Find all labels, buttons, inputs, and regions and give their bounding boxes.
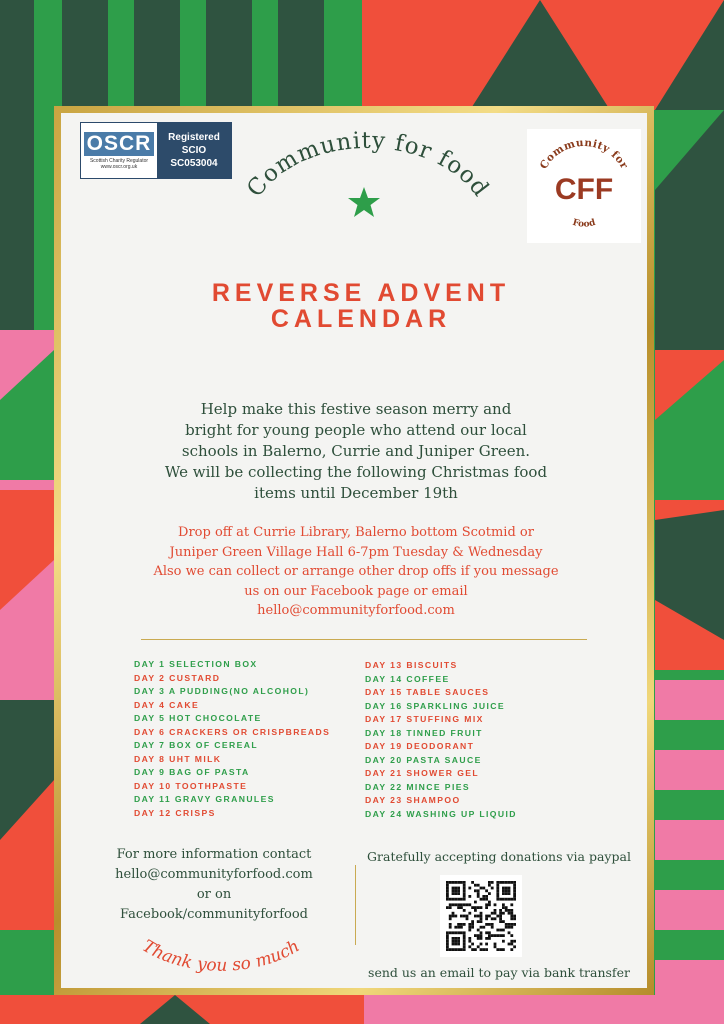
intro-text xyxy=(121,399,591,504)
day-item: DAY 9 BAG OF PASTA xyxy=(134,767,250,777)
intro-line: items until December 19th xyxy=(254,484,458,502)
cff-logo-bottom: Food xyxy=(571,217,597,230)
day-item: DAY 3 A PUDDING(NO ALCOHOL) xyxy=(134,686,310,696)
contact-line: or on xyxy=(196,887,232,902)
cff-logo-mid: CFF xyxy=(554,173,614,206)
day-item: DAY 8 UHT MILK xyxy=(134,753,222,764)
day-item: DAY 18 TINNED FRUIT xyxy=(365,727,483,738)
day-item: DAY 7 BOX OF CEREAL xyxy=(134,740,259,750)
day-item: DAY 4 CAKE xyxy=(134,699,200,710)
page-title-line-1: REVERSE ADVENT xyxy=(211,279,511,307)
paypal-text: Gratefully accepting donations via paypal xyxy=(367,849,631,864)
svg-text:Community for xyxy=(538,137,631,171)
star-icon xyxy=(347,185,381,219)
day-item: DAY 13 BISCUITS xyxy=(365,660,458,670)
contact-facebook: Facebook/communityforfood xyxy=(120,907,308,922)
oscr-logo: OSCR xyxy=(84,132,155,156)
day-item: DAY 17 STUFFING MIX xyxy=(365,714,484,724)
day-item: DAY 5 HOT CHOCOLATE xyxy=(134,713,262,723)
arc-title-text: Community for food xyxy=(242,127,494,203)
oscr-regulator: Scottish Charity Regulator xyxy=(89,157,149,164)
thank-you-text xyxy=(121,921,321,988)
day-item: DAY 15 TABLE SAUCES xyxy=(365,687,490,697)
oscr-line-1: Registered xyxy=(168,132,220,143)
dropoff-text xyxy=(111,523,601,621)
page-title-line-2: CALENDAR xyxy=(270,305,452,333)
day-item: DAY 11 GRAVY GRANULES xyxy=(134,794,275,804)
day-item: DAY 6 CRACKERS OR CRISPBREADS xyxy=(134,726,331,737)
bank-transfer-text: send us an email to pay via bank transfer xyxy=(368,965,630,980)
day-item: DAY 21 SHOWER GEL xyxy=(365,768,480,778)
svg-text:Food xyxy=(571,218,597,230)
contact-line: For more information contact xyxy=(116,847,312,862)
cff-logo-top: Community for xyxy=(537,136,631,172)
vertical-divider xyxy=(355,865,356,945)
thank-you-label: Thank you so much xyxy=(138,936,304,976)
dropoff-email: hello@communityforfood.com xyxy=(257,603,455,618)
contact-info xyxy=(99,845,329,925)
day-item: DAY 2 CUSTARD xyxy=(134,672,221,683)
contact-email: hello@communityforfood.com xyxy=(115,867,313,882)
day-item: DAY 12 CRISPS xyxy=(134,807,216,818)
qr-code[interactable] xyxy=(440,875,522,957)
dropoff-line: Drop off at Currie Library, Balerno bottom Scotmid or xyxy=(178,525,534,540)
oscr-url: www.oscr.org.uk xyxy=(100,163,138,170)
intro-line: schools in Balerno, Currie and Juniper Green. xyxy=(181,442,531,460)
oscr-logo-panel xyxy=(81,123,157,178)
dropoff-line: Juniper Green Village Hall 6-7pm Tuesday & Wednesday xyxy=(169,544,543,560)
divider xyxy=(141,639,587,640)
gold-frame xyxy=(54,106,654,995)
intro-line: Help make this festive season merry and xyxy=(200,400,512,418)
intro-line: We will be collecting the following Christmas food xyxy=(164,463,548,481)
day-item: DAY 23 SHAMPOO xyxy=(365,795,461,805)
oscr-line-3: SC053004 xyxy=(170,158,218,169)
day-item: DAY 10 TOOTHPASTE xyxy=(134,780,248,791)
oscr-badge xyxy=(80,122,232,179)
dropoff-line: Also we can collect or arrange other drop offs if you message xyxy=(153,564,559,579)
intro-line: bright for young people who attend our local xyxy=(185,421,527,439)
day-item: DAY 16 SPARKLING JUICE xyxy=(365,700,506,711)
day-item: DAY 24 WASHING UP LIQUID xyxy=(365,808,517,819)
poster-card xyxy=(61,113,647,988)
day-item: DAY 20 PASTA SAUCE xyxy=(365,754,482,765)
day-item: DAY 22 MINCE PIES xyxy=(365,781,470,792)
days-list-left xyxy=(134,658,330,820)
day-item: DAY 1 SELECTION BOX xyxy=(134,659,258,669)
day-item: DAY 19 DEODORANT xyxy=(365,741,475,751)
days-list-right xyxy=(365,659,517,821)
cff-logo xyxy=(527,129,641,243)
day-item: DAY 14 COFFEE xyxy=(365,673,450,684)
dropoff-line: us on our Facebook page or email xyxy=(244,583,468,599)
svg-text:Thank you so much xyxy=(139,936,304,976)
oscr-registration xyxy=(157,123,231,178)
oscr-line-2: SCIO xyxy=(181,145,207,156)
